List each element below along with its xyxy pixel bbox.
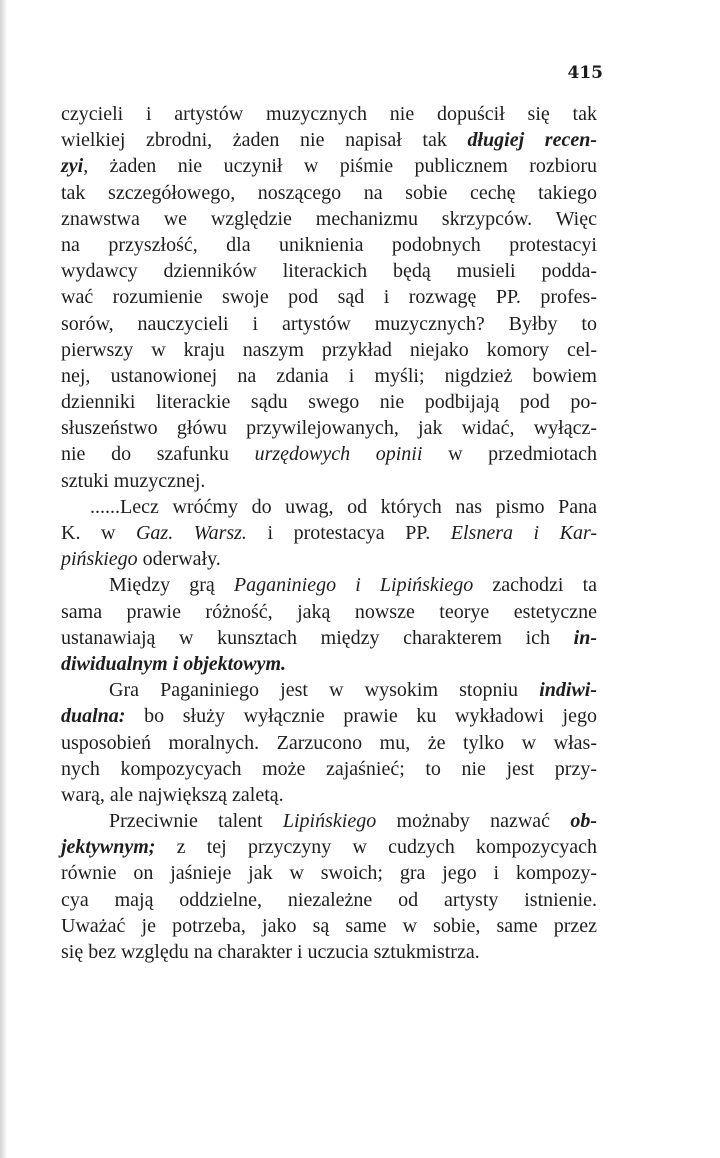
text-line bbox=[61, 520, 597, 546]
text-segment: się bez względu na charakter i uczucia sztukmistrza. bbox=[61, 941, 480, 963]
text-segment: tak szczegółowego, noszącego na sobie cechę takiego bbox=[61, 181, 597, 204]
emphasized-text: Paganiniego i Lipińskiego bbox=[233, 574, 474, 597]
text-segment: K. w bbox=[61, 522, 136, 544]
text-segment: Gra Paganiniego jest w wysokim stopniu bbox=[109, 679, 540, 702]
text-line bbox=[61, 913, 597, 939]
paragraph bbox=[61, 808, 597, 965]
text-line bbox=[61, 337, 597, 363]
emphasized-text: ob- bbox=[570, 810, 597, 833]
text-line bbox=[61, 258, 597, 284]
text-line bbox=[61, 546, 597, 572]
text-segment: słuszeństwo główu przywilejowanych, jak widać, wyłącz- bbox=[61, 417, 597, 440]
text-line bbox=[61, 127, 597, 153]
page-gutter-shadow bbox=[0, 0, 6, 1158]
emphasized-text: Elsnera i Kar- bbox=[450, 522, 598, 544]
paragraph bbox=[61, 101, 597, 494]
emphasized-text: Lipińskiego bbox=[282, 810, 377, 833]
text-segment: warą, ale największą zaletą. bbox=[61, 783, 284, 806]
text-line bbox=[61, 363, 597, 389]
text-line bbox=[61, 206, 597, 232]
text-segment: Przeciwnie talent bbox=[109, 810, 283, 833]
text-line bbox=[61, 730, 597, 756]
text-line bbox=[61, 572, 597, 598]
emphasized-text: dualna: bbox=[61, 705, 126, 728]
text-line bbox=[61, 782, 597, 808]
emphasized-text: diwidualnym i objektowym. bbox=[61, 652, 287, 675]
text-segment: czycieli i artystów muzycznych nie dopuścił się tak bbox=[61, 103, 597, 125]
text-line bbox=[61, 651, 597, 677]
text-segment: cya mają oddzielne, niezależne od artysty istnienie. bbox=[61, 888, 597, 911]
text-segment: bo służy wyłącznie prawie ku wykładowi jego bbox=[125, 705, 597, 728]
text-line bbox=[61, 153, 597, 179]
text-segment: sorów, nauczycieli i artystów muzycznych? Byłby to bbox=[61, 312, 597, 335]
emphasized-text: in- bbox=[573, 626, 597, 649]
emphasized-text: jektywnym; bbox=[61, 836, 156, 859]
text-segment: Uważać je potrzeba, jako są same w sobie, same przez bbox=[61, 914, 597, 937]
emphasized-text: Gaz. Warsz. bbox=[135, 522, 247, 544]
text-segment: możnaby nazwać bbox=[376, 810, 571, 833]
emphasized-text: zyi bbox=[61, 155, 84, 178]
paragraph bbox=[61, 572, 597, 677]
text-segment: zachodzi ta bbox=[473, 574, 598, 597]
text-segment: pierwszy w kraju naszym przykład niejako komory cel- bbox=[61, 338, 597, 361]
text-line bbox=[61, 677, 597, 703]
text-line bbox=[61, 756, 597, 782]
text-segment: usposobień moralnych. Zarzucono mu, że tylko w włas- bbox=[61, 731, 597, 754]
text-segment: nych kompozycyach może zajaśnieć; to nie jest przy- bbox=[61, 757, 597, 780]
text-line bbox=[61, 939, 597, 965]
text-segment: Między grą bbox=[109, 574, 234, 597]
text-line bbox=[61, 860, 597, 886]
page-number: 415 bbox=[567, 63, 603, 83]
paragraph bbox=[61, 677, 597, 808]
text-line bbox=[61, 808, 597, 834]
text-segment: ......Lecz wróćmy do uwag, od których nas pismo Pana bbox=[90, 495, 597, 518]
text-line bbox=[61, 887, 597, 913]
text-segment: znawstwa we względzie mechanizmu skrzypców. Więc bbox=[61, 207, 597, 230]
text-segment: wać rozumienie swoje pod sąd i rozwagę PP. profes- bbox=[61, 286, 597, 309]
emphasized-text: urzędowych opinii bbox=[254, 443, 423, 466]
text-line bbox=[61, 599, 597, 625]
text-line bbox=[61, 468, 597, 494]
text-segment: z tej przyczyny w cudzych kompozycyach bbox=[155, 836, 597, 859]
text-line bbox=[61, 180, 597, 206]
text-segment: wydawcy dzienników literackich będą musieli podda- bbox=[61, 260, 597, 283]
text-line bbox=[61, 834, 597, 860]
text-line bbox=[61, 232, 597, 258]
text-line bbox=[61, 389, 597, 415]
body-text bbox=[61, 101, 597, 965]
text-segment: sama prawie różność, jaką nowsze teorye estetyczne bbox=[61, 600, 597, 623]
text-line bbox=[61, 415, 597, 441]
text-line bbox=[61, 284, 597, 310]
text-segment: nie do szafunku bbox=[61, 443, 255, 466]
text-line bbox=[61, 494, 597, 520]
text-line bbox=[61, 703, 597, 729]
text-segment: w przedmiotach bbox=[422, 443, 597, 466]
text-segment: ustanawiają w kunsztach między charakterem ich bbox=[61, 626, 574, 649]
text-line bbox=[61, 625, 597, 651]
text-segment: oderwały. bbox=[137, 548, 221, 571]
text-segment: wielkiej zbrodni, żaden nie napisał tak bbox=[61, 129, 468, 152]
text-segment: sztuki muzycznej. bbox=[61, 469, 206, 492]
text-segment: nej, ustanowionej na zdania i myśli; nigdzież bowiem bbox=[61, 364, 597, 387]
text-line bbox=[61, 311, 597, 337]
text-line bbox=[61, 101, 597, 127]
text-segment: i protestacya PP. bbox=[246, 522, 451, 544]
text-segment: dzienniki literackie sądu swego nie podbijają pod po- bbox=[61, 391, 597, 414]
text-segment: na przyszłość, dla uniknienia podobnych protestacyi bbox=[61, 233, 597, 256]
emphasized-text: długiej recen- bbox=[467, 129, 597, 152]
paragraph bbox=[61, 494, 597, 573]
text-line bbox=[61, 441, 597, 467]
emphasized-text: indiwi- bbox=[539, 679, 597, 702]
text-segment: równie on jaśnieje jak w swoich; gra jego i kompozy- bbox=[61, 862, 597, 885]
text-segment: , żaden nie uczynił w piśmie publicznem rozbioru bbox=[83, 155, 597, 178]
emphasized-text: pińskiego bbox=[61, 548, 138, 571]
